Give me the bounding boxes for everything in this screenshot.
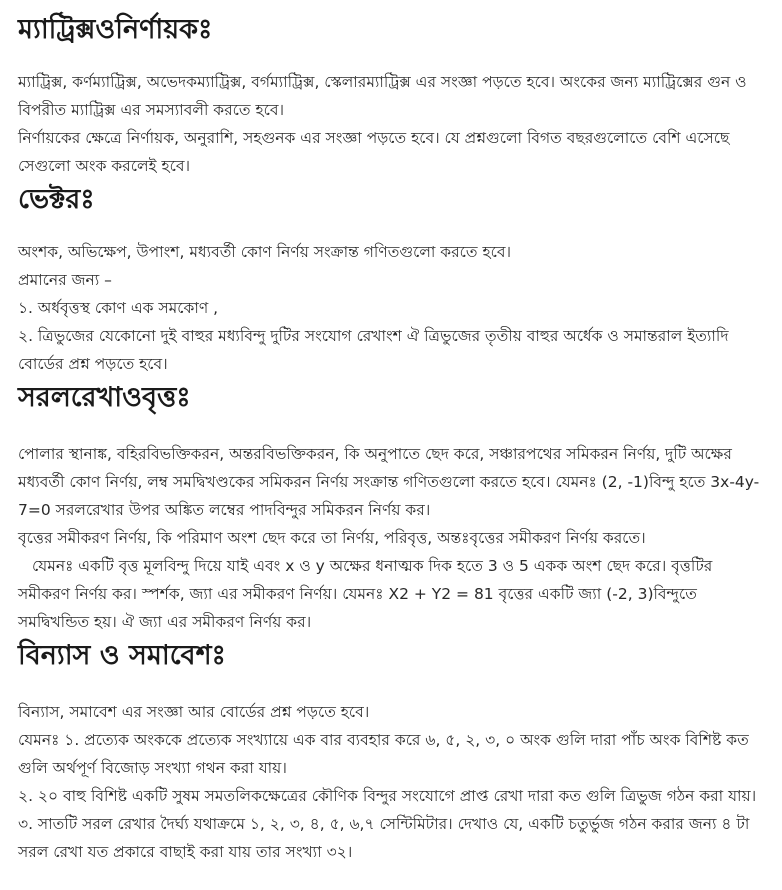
- spacer: [18, 676, 768, 698]
- list-item-example-3: ৩. সাতটি সরল রেখার দৈর্ঘ্য যথাক্রমে ১, ২, ৩, ৪, ৫, ৬,৭ সেন্টিমিটার। দেখাও যে, একটি চতুর্ভুজ গঠন করার জন্য ৪ টা সরল রেখা যত প্রকারে বাছাই করা যায় তার সংখ্যা ৩২।: [18, 815, 750, 861]
- list-item-proof-1: ১. অর্ধবৃত্তস্থ কোণ এক সমকোণ ,: [18, 299, 219, 317]
- paragraph-permutation: বিন্যাস, সমাবেশ এর সংজ্ঞা আর বোর্ডের প্রশ্ন পড়তে হবে।: [18, 703, 370, 721]
- section-heading-vector: ভেক্টরঃ: [18, 184, 95, 215]
- paragraph-determinant: নির্ণায়কের ক্ষেত্রে নির্ণায়ক, অনুরাশি, সহগুনক এর সংজ্ঞা পড়তে হবে। যে প্রশ্নগুলো বিগত বছরগুলোতে বেশি এসেছে সেগুলো অংক করলেই হবে।: [18, 129, 730, 175]
- paragraph-vector: অংশক, অভিক্ষেপ, উপাংশ, মধ্যবর্তী কোণ নির্ণয় সংক্রান্ত গণিতগুলো করতে হবে।: [18, 243, 511, 261]
- paragraph-proof-intro: প্রমানের জন্য –: [18, 271, 112, 289]
- paragraph-straight-line: পোলার স্থানাঙ্ক, বহিরবিভক্তিকরন, অন্তরবিভক্তিকরন, কি অনুপাতে ছেদ করে, সঞ্চারপথের সমিকরন নির্ণয়, দুটি অক্ষের মধ্যবর্তী কোণ নির্ণয়, লম্ব সমদ্বিখণ্ডকের সমিকরন নির্ণয় সংক্রান্ত গণিতগুলো করতে হবে। যেমনঃ (2, -1)বিন্দু হতে 3x-4y-7=0 সরলরেখার উপর অঙ্কিত লম্বের পাদবিন্দুর সমিকরন নির্ণয় কর।: [18, 445, 760, 519]
- spacer: [18, 50, 768, 68]
- paragraph-circle: বৃত্তের সমীকরণ নির্ণয়, কি পরিমাণ অংশ ছেদ করে তা নির্ণয়, পরিবৃত্ত, অন্তঃবৃত্তের সমীকরণ নির্ণয় করতে।: [18, 529, 646, 547]
- section-heading-permutation-combination: বিন্যাস ও সমাবেশঃ: [18, 640, 226, 671]
- list-item-example-1: যেমনঃ ১. প্রত্যেক অংককে প্রত্যেক সংখ্যায়ে এক বার ব্যবহার করে ৬, ৫, ২, ৩, ০ অংক গুলি দারা পাঁচ অংক বিশিষ্ট কত গুলি অর্থপূর্ণ বিজোড় সংখ্যা গথন করা যায়।: [18, 731, 749, 777]
- paragraph-matrix: ম্যাট্রিক্স, কর্ণম্যাট্রিক্স, অভেদকম্যাট্রিক্স, বর্গম্যাট্রিক্স, স্কেলারম্যাট্রিক্স এর সংজ্ঞা পড়তে হবে। অংকের জন্য ম্যাট্রিক্সের গুন ও বিপরীত ম্যাট্রিক্স এর সমস্যাবলী করতে হবে।: [18, 73, 747, 119]
- list-item-example-2: ২. ২০ বাহু বিশিষ্ট একটি সুষম সমতলিকক্ষেত্রের কৌণিক বিন্দুর সংযোগে প্রাপ্ত রেখা দারা কত গুলি ত্রিভুজ গঠন করা যায়।: [18, 787, 757, 805]
- spacer: [18, 220, 768, 238]
- section-heading-matrix-determinant: ম্যাট্রিক্সওনির্ণায়কঃ: [18, 14, 213, 45]
- section-heading-line-circle: সরলরেখাওবৃত্তঃ: [18, 382, 191, 413]
- paragraph-circle-example: যেমনঃ একটি বৃত্ত মূলবিন্দু দিয়ে যাই এবং x ও y অক্ষের ধনাত্মক দিক হতে 3 ও 5 একক অংশ ছেদ করে। বৃত্তটির সমীকরণ নির্ণয় কর। স্পর্শক, জ্যা এর সমীকরণ নির্ণয়। যেমনঃ X2 + Y2 = 81 বৃত্তের একটি জ্যা (-2, 3)বিন্দুতে সমদ্বিখন্ডিত হয়। ঐ জ্যা এর সমীকরণ নির্ণয় কর।: [18, 557, 713, 631]
- list-item-proof-2: ২. ত্রিভুজের যেকোনো দুই বাহুর মধ্যবিন্দু দুটির সংযোগ রেখাংশ ঐ ত্রিভুজের তৃতীয় বাহুর অর্ধেক ও সমান্তরাল ইত্যাদি বোর্ডের প্রশ্ন পড়তে হবে।: [18, 327, 729, 373]
- spacer: [18, 418, 768, 440]
